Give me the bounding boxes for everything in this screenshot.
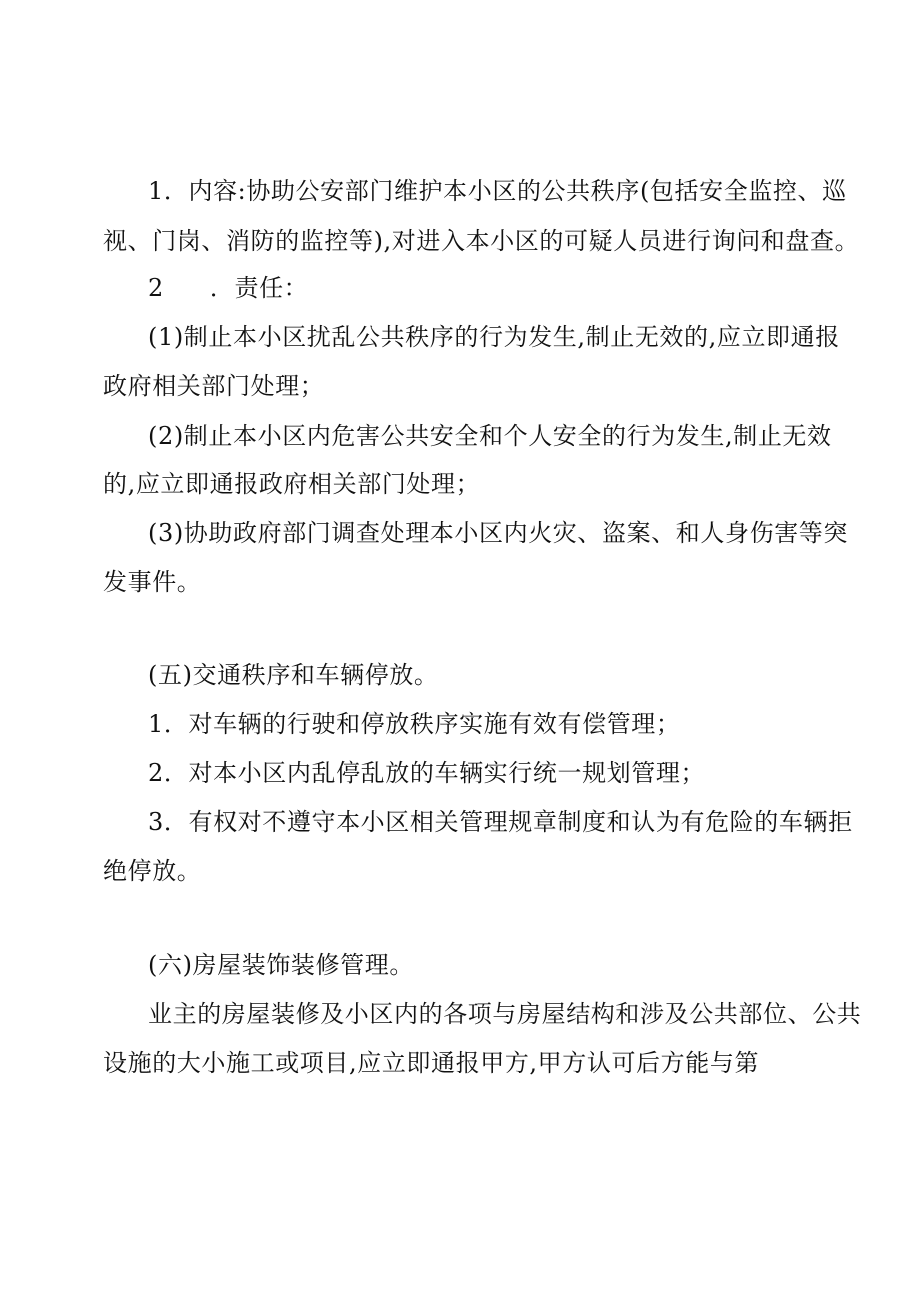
public-order-item1-line2: 视、门岗、消防的监控等),对进入本小区的可疑人员进行询问和盘查。 [103, 227, 860, 255]
traffic-section-heading: (五)交通秩序和车辆停放。 [148, 661, 439, 689]
decoration-section-heading: (六)房屋装饰装修管理。 [148, 951, 414, 979]
item2-label: ．责任： [209, 274, 309, 302]
traffic-item3-line1: 3．有权对不遵守本小区相关管理规章制度和认为有危险的车辆拒 [148, 808, 853, 836]
responsibility-2-line2: 的,应立即通报政府相关部门处理； [103, 470, 481, 498]
traffic-item3-line2: 绝停放。 [103, 857, 202, 885]
responsibility-3-line1: (3)协助政府部门调查处理本小区内火灾、盗案、和人身伤害等突 [148, 519, 848, 547]
responsibility-3-line2: 发事件。 [103, 568, 202, 596]
responsibility-1-line1: (1)制止本小区扰乱公共秩序的行为发生,制止无效的,应立即通报 [148, 323, 840, 351]
traffic-item2: 2．对本小区内乱停乱放的车辆实行统一规划管理； [148, 759, 706, 787]
traffic-item1: 1．对车辆的行驶和停放秩序实施有效有偿管理； [148, 710, 681, 738]
public-order-item1-line1: 1．内容:协助公安部门维护本小区的公共秩序(包括安全监控、巡 [148, 177, 847, 205]
decoration-paragraph-line2: 设施的大小施工或项目,应立即通报甲方,甲方认可后方能与第 [103, 1049, 760, 1077]
item2-number: 2 [148, 274, 164, 302]
public-order-item2-heading [148, 272, 308, 304]
decoration-paragraph-line1: 业主的房屋装修及小区内的各项与房屋结构和涉及公共部位、公共 [148, 1000, 862, 1028]
responsibility-2-line1: (2)制止本小区内危害公共安全和个人安全的行为发生,制止无效 [148, 422, 832, 450]
responsibility-1-line2: 政府相关部门处理； [103, 372, 325, 400]
